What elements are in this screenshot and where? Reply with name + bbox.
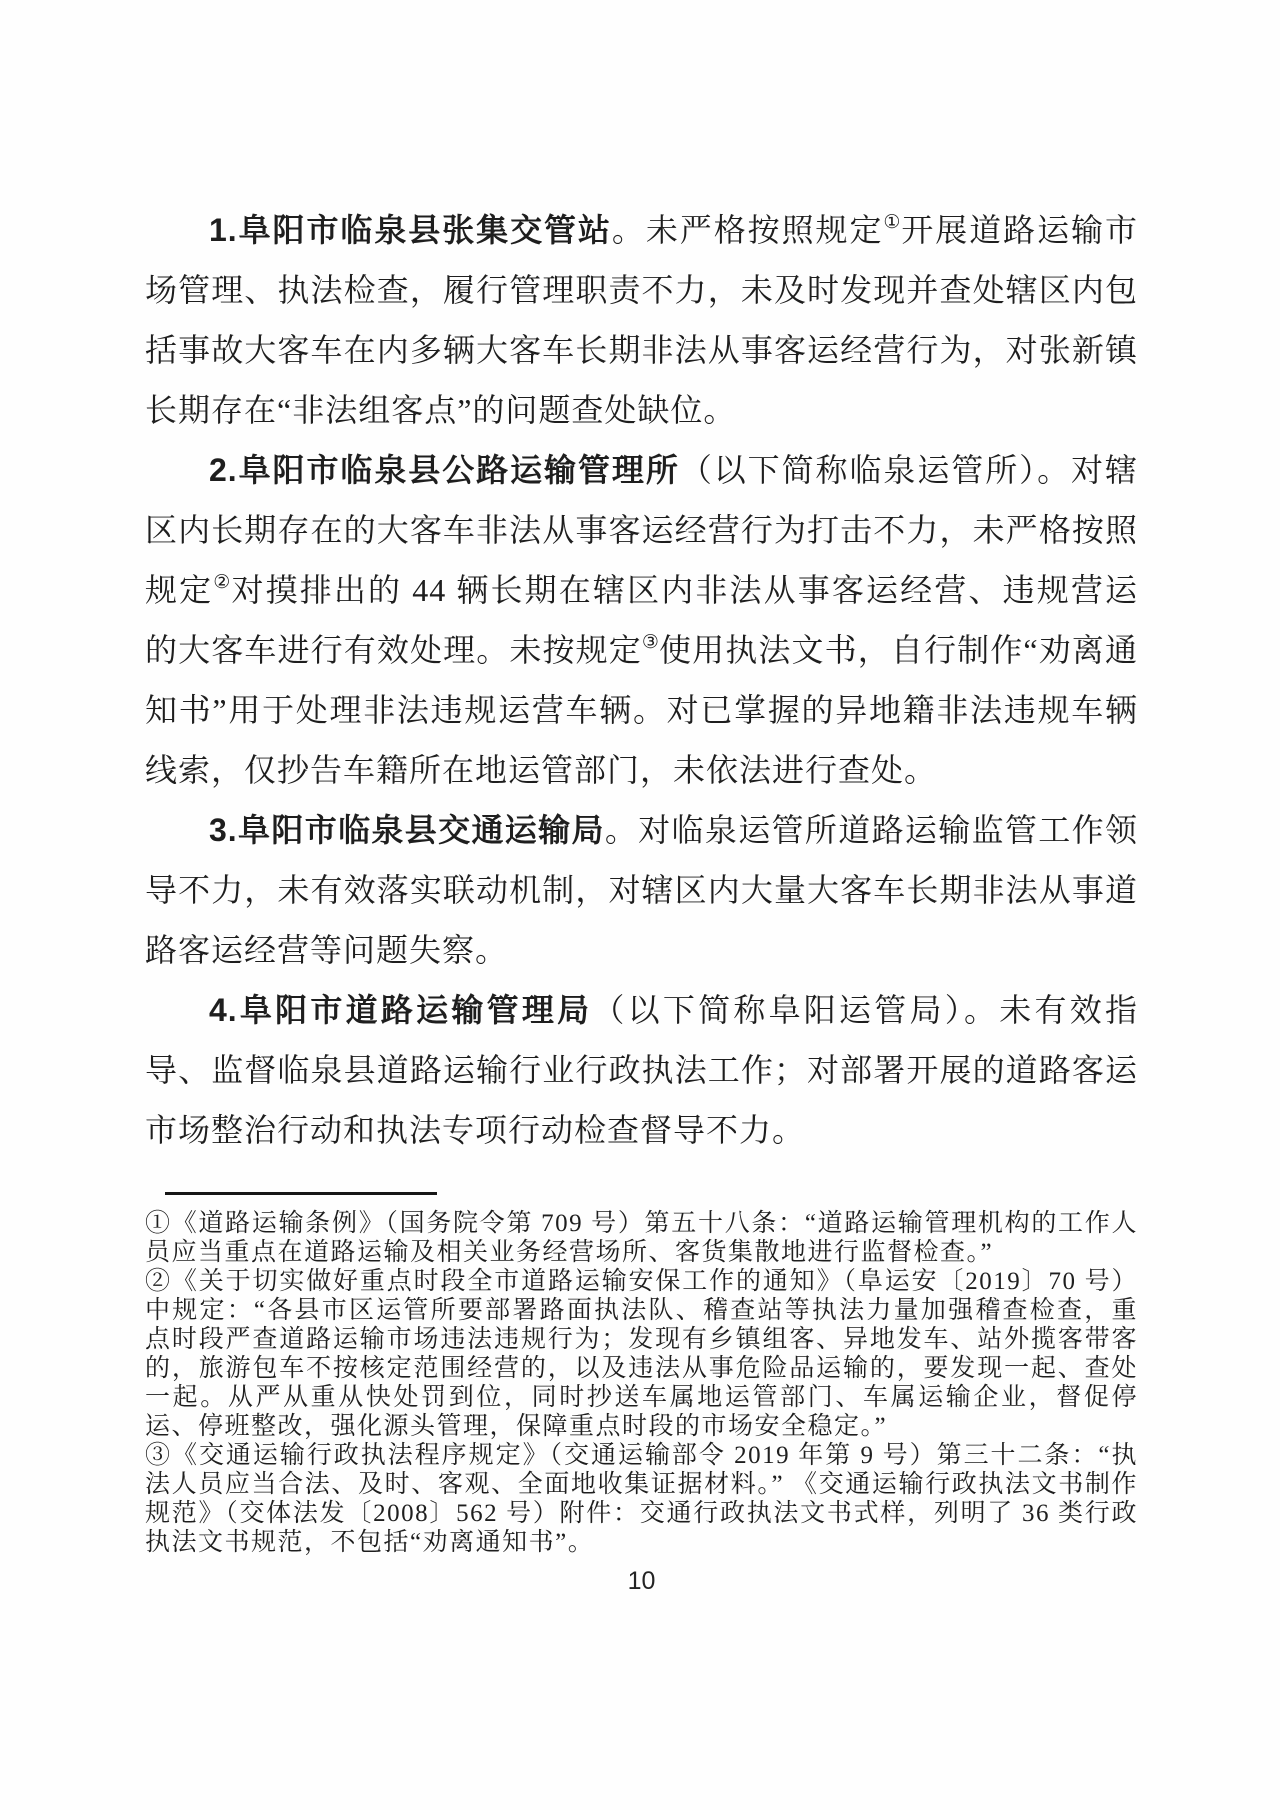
paragraph-text: 。对临泉运管所道路运输监管工作领导不力，未有效落实联动机制，对辖区内大量大客车长期非法从事道路客运经营等问题失察。 (145, 812, 1138, 968)
footnote-reference: ③ (641, 632, 660, 653)
paragraph-3 (145, 800, 1138, 980)
paragraph-4 (145, 980, 1138, 1160)
footnote-reference: ① (883, 212, 902, 233)
paragraph-text: 使用执法文书，自行制作“劝离通知书”用于处理非法违规运营车辆。对已掌握的异地籍非法违规车辆线索，仅抄告车籍所在地运管部门，未依法进行查处。 (145, 632, 1138, 788)
paragraph-2 (145, 440, 1138, 800)
footnote-marker: ① (145, 1210, 172, 1237)
footnote-text: 《道路运输条例》（国务院令第 709 号）第五十八条：“道路运输管理机构的工作人员应当重点在道路运输及相关业务经营场所、客货集散地进行监督检查。” (145, 1210, 1138, 1266)
page-number: 10 (627, 1567, 656, 1595)
body-text (145, 200, 1138, 1160)
paragraph-heading: 2.阜阳市临泉县公路运输管理所 (209, 452, 680, 488)
paragraph-text: 对摸排出的 44 辆长期在辖区内非法从事客运经营、违规营运的大客车进行有效处理。未按规定 (145, 572, 1138, 668)
footnote-separator (165, 1192, 437, 1195)
footnote-reference: ② (213, 572, 232, 593)
paragraph-text: （以下简称阜阳运管局）。未有效指导、监督临泉县道路运输行业行政执法工作；对部署开展的道路客运市场整治行动和执法专项行动检查督导不力。 (145, 992, 1138, 1148)
footnote-3 (145, 1441, 1138, 1557)
paragraph-1 (145, 200, 1138, 440)
footnote-2 (145, 1267, 1138, 1441)
paragraph-text: （以下简称临泉运管所）。对辖区内长期存在的大客车非法从事客运经营行为打击不力，未严格按照规定 (145, 452, 1138, 608)
footnote-list (145, 1209, 1138, 1557)
footnote-text: 《交通运输行政执法程序规定》（交通运输部令 2019 年第 9 号）第三十二条：“执法人员应当合法、及时、客观、全面地收集证据材料。” 《交通运输行政执法文书制作规范》（交体法发〔2008〕562 号）附件：交通行政执法文书式样，列明了 36 类行政执法文书规范，不包括“劝离通知书”。 (145, 1442, 1138, 1556)
paragraph-heading: 3.阜阳市临泉县交通运输局 (209, 812, 605, 848)
paragraph-heading: 1.阜阳市临泉县张集交管站 (209, 212, 612, 248)
paragraph-heading: 4.阜阳市道路运输管理局 (209, 992, 593, 1028)
footnote-marker: ③ (145, 1442, 172, 1469)
paragraph-text: 。未严格按照规定 (611, 212, 884, 248)
footnotes-section (145, 1192, 1138, 1557)
footnote-1 (145, 1209, 1138, 1267)
paragraph-text: 开展道路运输市场管理、执法检查，履行管理职责不力，未及时发现并查处辖区内包括事故大客车在内多辆大客车长期非法从事客运经营行为，对张新镇长期存在“非法组客点”的问题查处缺位。 (145, 212, 1138, 428)
footnote-text: 《关于切实做好重点时段全市道路运输安保工作的通知》（阜运安〔2019〕70 号）中规定：“各县市区运管所要部署路面执法队、稽查站等执法力量加强稽查检查，重点时段严查道路运输市场违法违规行为；发现有乡镇组客、异地发车、站外揽客带客的，旅游包车不按核定范围经营的，以及违法从事危险品运输的，要发现一起、查处一起。从严从重从快处罚到位，同时抄送车属地运管部门、车属运输企业，督促停运、停班整改，强化源头管理，保障重点时段的市场安全稳定。” (145, 1268, 1138, 1440)
footnote-marker: ② (145, 1268, 172, 1295)
